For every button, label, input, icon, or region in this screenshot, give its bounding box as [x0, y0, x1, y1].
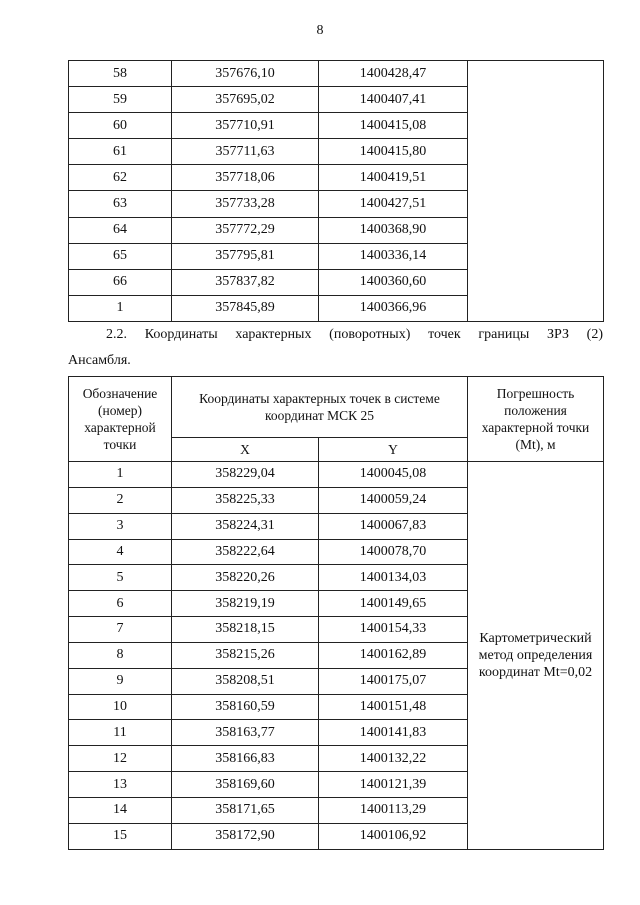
coord-x-cell: 358172,90: [172, 823, 319, 849]
coord-y-cell: 1400175,07: [319, 668, 468, 694]
point-id-cell: 61: [69, 139, 172, 165]
coord-x-cell: 357837,82: [172, 269, 319, 295]
coord-x-cell: 358225,33: [172, 487, 319, 513]
point-id-cell: 1: [69, 462, 172, 488]
coord-x-cell: 358160,59: [172, 694, 319, 720]
coord-y-cell: 1400121,39: [319, 772, 468, 798]
coord-y-cell: 1400407,41: [319, 87, 468, 113]
coord-x-cell: 358171,65: [172, 797, 319, 823]
top-table-body: [69, 61, 604, 322]
point-id-cell: 65: [69, 243, 172, 269]
coord-x-cell: 357718,06: [172, 165, 319, 191]
coordinates-table-continuation: [68, 60, 604, 322]
coord-x-cell: 358224,31: [172, 513, 319, 539]
coord-y-cell: 1400106,92: [319, 823, 468, 849]
section-heading-line1: 2.2. Координаты характерных (поворотных) точек границы ЗРЗ (2): [106, 327, 603, 342]
header-point-id: Обозначение (номер) характерной точки: [69, 377, 172, 462]
coord-x-cell: 358166,83: [172, 746, 319, 772]
point-id-cell: 60: [69, 113, 172, 139]
point-id-cell: 66: [69, 269, 172, 295]
coord-y-cell: 1400141,83: [319, 720, 468, 746]
point-id-cell: 4: [69, 539, 172, 565]
coord-y-cell: 1400149,65: [319, 591, 468, 617]
point-id-cell: 11: [69, 720, 172, 746]
coord-x-cell: 357845,89: [172, 295, 319, 321]
coord-x-cell: 357795,81: [172, 243, 319, 269]
main-table-body: [69, 462, 604, 850]
coord-x-cell: 358208,51: [172, 668, 319, 694]
point-id-cell: 8: [69, 642, 172, 668]
coord-y-cell: 1400078,70: [319, 539, 468, 565]
point-id-cell: 3: [69, 513, 172, 539]
point-id-cell: 6: [69, 591, 172, 617]
point-id-cell: 2: [69, 487, 172, 513]
header-x: X: [172, 438, 319, 462]
coord-y-cell: 1400428,47: [319, 61, 468, 87]
coord-y-cell: 1400045,08: [319, 462, 468, 488]
point-id-cell: 12: [69, 746, 172, 772]
point-id-cell: 13: [69, 772, 172, 798]
coord-x-cell: 358220,26: [172, 565, 319, 591]
coord-x-cell: 357772,29: [172, 217, 319, 243]
coord-y-cell: 1400366,96: [319, 295, 468, 321]
coord-y-cell: 1400154,33: [319, 617, 468, 643]
coord-x-cell: 358163,77: [172, 720, 319, 746]
accuracy-note-cell: Картометрический метод определения координат Mt=0,02: [468, 462, 604, 850]
point-id-cell: 59: [69, 87, 172, 113]
coord-y-cell: 1400151,48: [319, 694, 468, 720]
header-y: Y: [319, 438, 468, 462]
page-number: 8: [316, 23, 324, 38]
coord-y-cell: 1400132,22: [319, 746, 468, 772]
accuracy-empty-cell: [468, 61, 604, 322]
coord-x-cell: 358222,64: [172, 539, 319, 565]
coord-x-cell: 357711,63: [172, 139, 319, 165]
coord-x-cell: 358169,60: [172, 772, 319, 798]
point-id-cell: 1: [69, 295, 172, 321]
coord-y-cell: 1400067,83: [319, 513, 468, 539]
coord-y-cell: 1400415,08: [319, 113, 468, 139]
table-row: [69, 462, 604, 488]
coord-x-cell: 357733,28: [172, 191, 319, 217]
coord-x-cell: 358229,04: [172, 462, 319, 488]
header-coordinates: Координаты характерных точек в системе координат МСК 25: [172, 377, 468, 438]
point-id-cell: 14: [69, 797, 172, 823]
point-id-cell: 9: [69, 668, 172, 694]
coord-y-cell: 1400134,03: [319, 565, 468, 591]
coord-y-cell: 1400360,60: [319, 269, 468, 295]
point-id-cell: 5: [69, 565, 172, 591]
coord-y-cell: 1400162,89: [319, 642, 468, 668]
point-id-cell: 62: [69, 165, 172, 191]
coord-y-cell: 1400415,80: [319, 139, 468, 165]
coord-x-cell: 358219,19: [172, 591, 319, 617]
coord-x-cell: 357676,10: [172, 61, 319, 87]
point-id-cell: 15: [69, 823, 172, 849]
point-id-cell: 7: [69, 617, 172, 643]
point-id-cell: 64: [69, 217, 172, 243]
point-id-cell: 10: [69, 694, 172, 720]
coord-y-cell: 1400113,29: [319, 797, 468, 823]
coord-y-cell: 1400059,24: [319, 487, 468, 513]
point-id-cell: 63: [69, 191, 172, 217]
coord-y-cell: 1400419,51: [319, 165, 468, 191]
coord-x-cell: 357710,91: [172, 113, 319, 139]
coord-y-cell: 1400427,51: [319, 191, 468, 217]
coordinates-table: [68, 376, 604, 850]
section-heading: [68, 322, 603, 374]
coord-y-cell: 1400336,14: [319, 243, 468, 269]
section-heading-line2: Ансамбля.: [68, 353, 131, 368]
coord-x-cell: 358215,26: [172, 642, 319, 668]
header-accuracy: Погрешность положения характерной точки (Mt), м: [468, 377, 604, 462]
coord-x-cell: 358218,15: [172, 617, 319, 643]
point-id-cell: 58: [69, 61, 172, 87]
coord-y-cell: 1400368,90: [319, 217, 468, 243]
coord-x-cell: 357695,02: [172, 87, 319, 113]
table-row: [69, 61, 604, 87]
